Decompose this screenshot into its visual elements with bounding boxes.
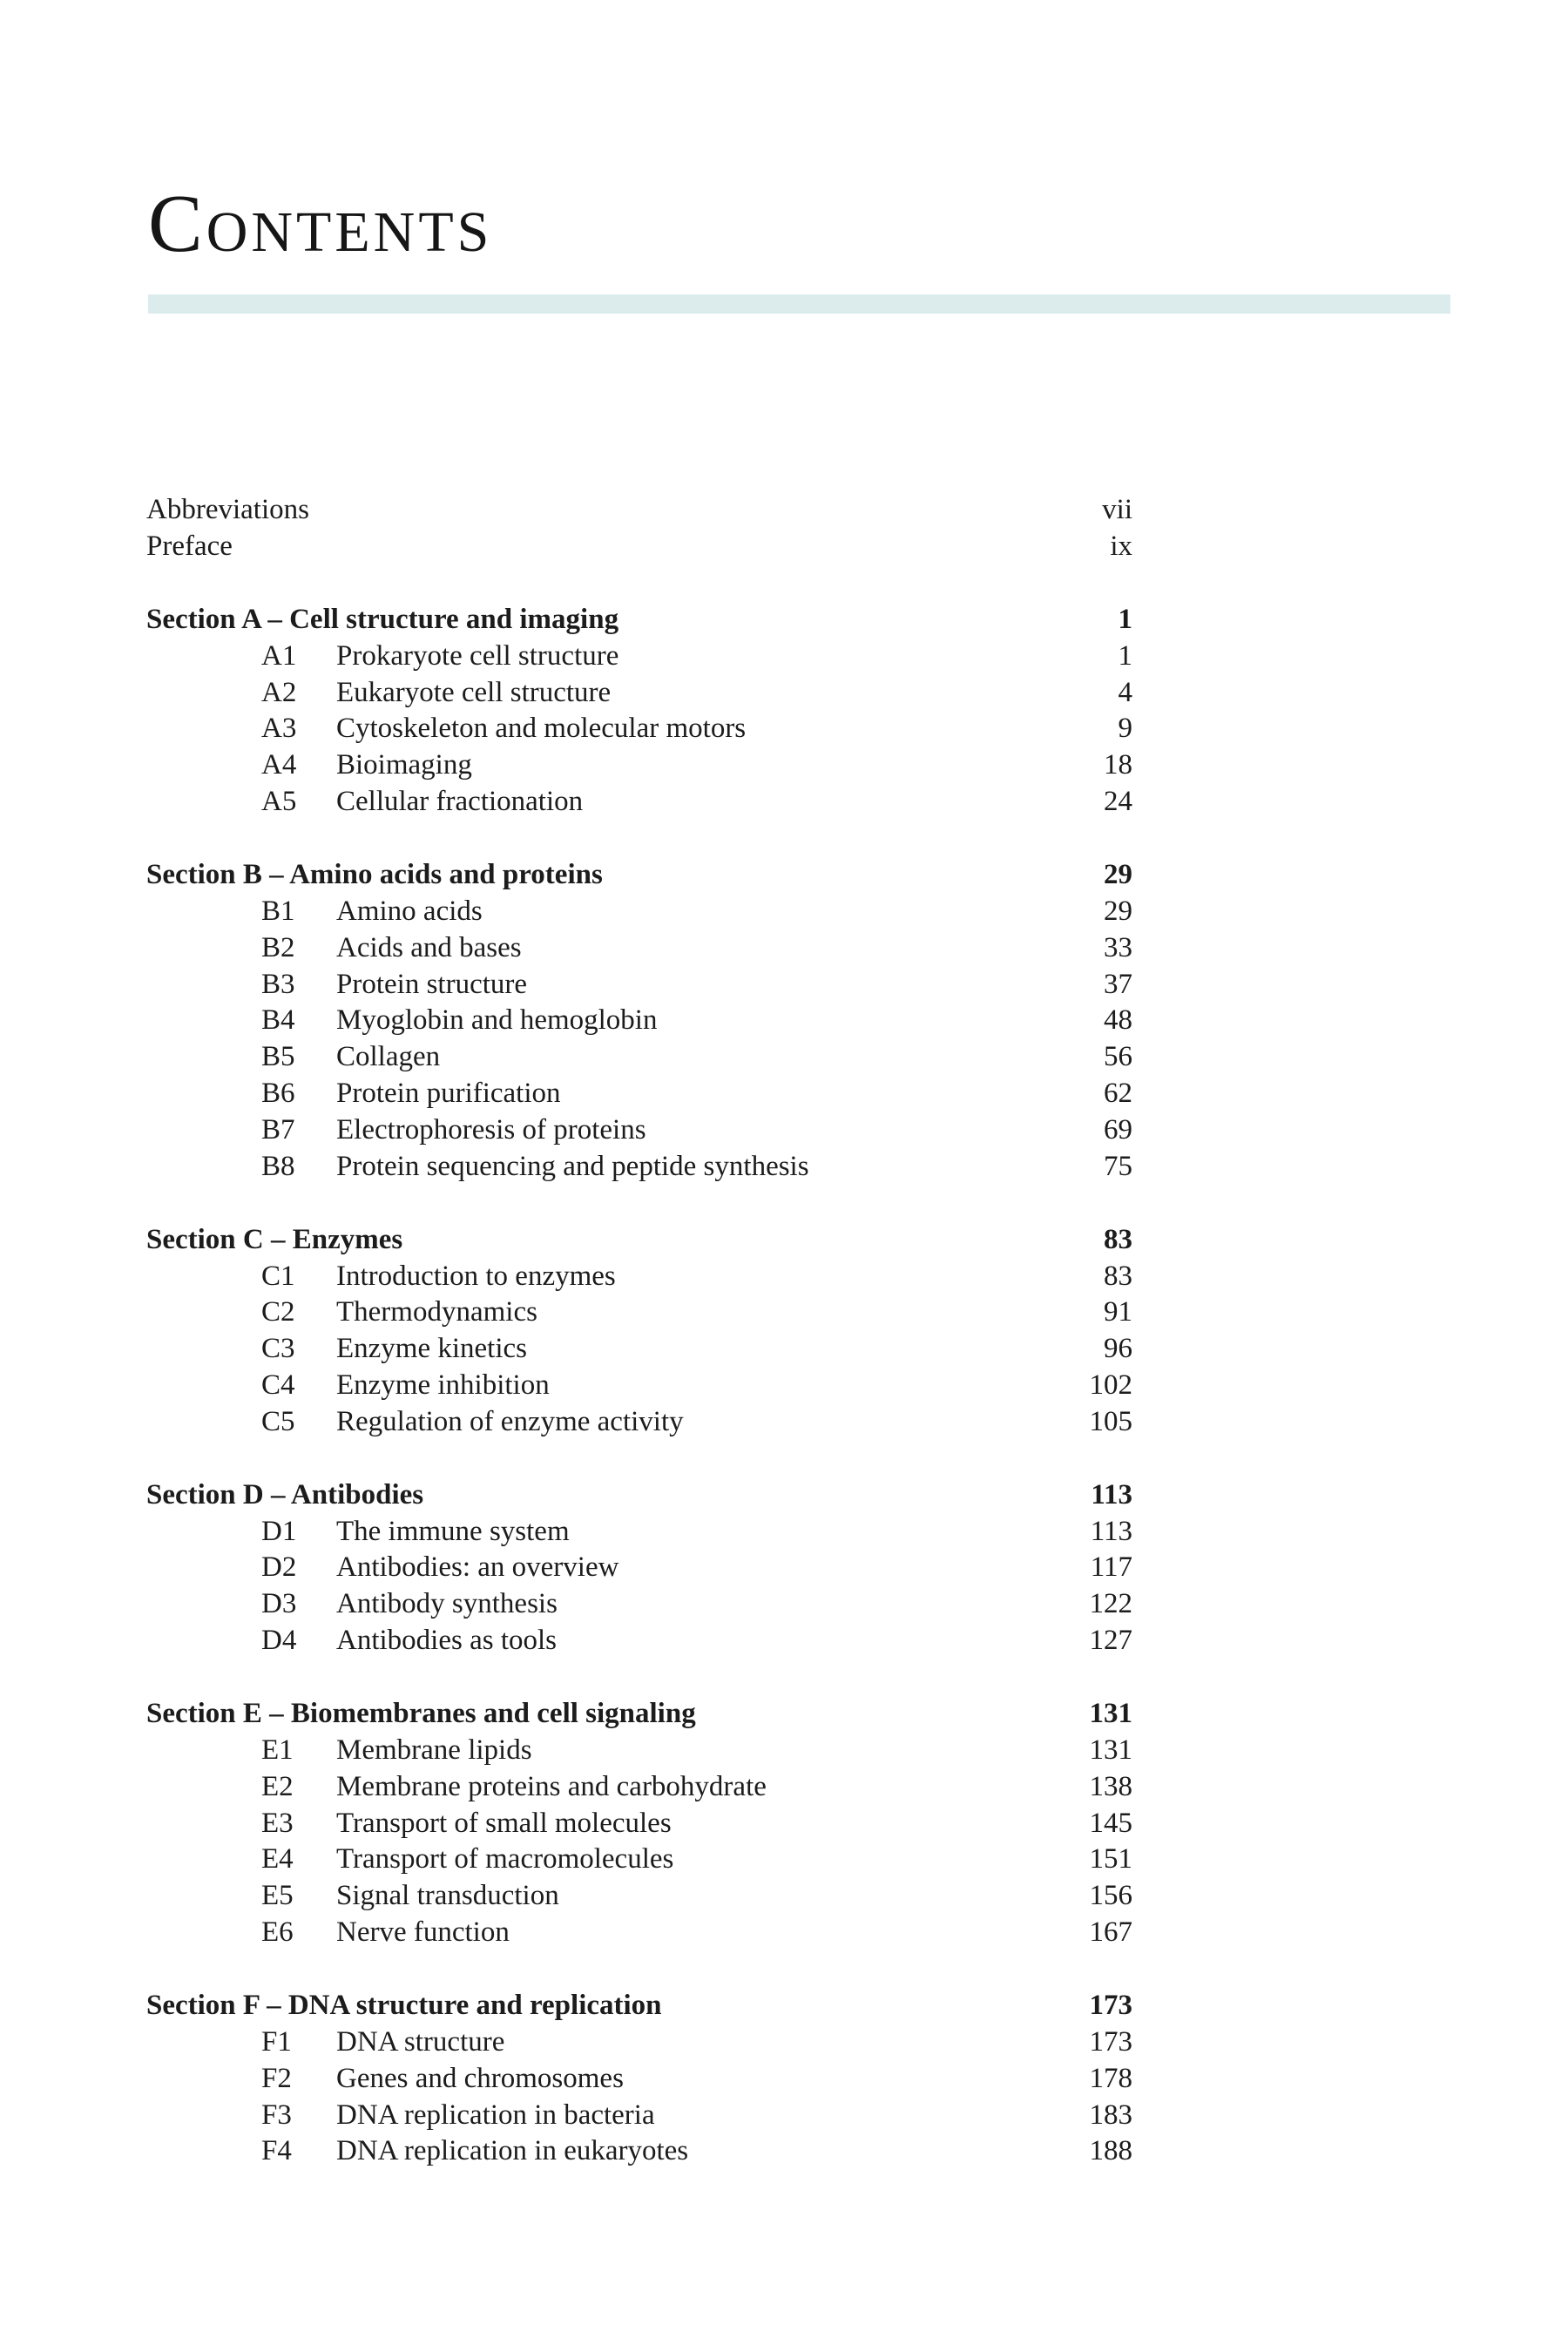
entry-page: 151 xyxy=(1089,1843,1132,1876)
entry-number: E6 xyxy=(261,1916,294,1949)
entry-title: Acids and bases xyxy=(336,931,522,963)
table-of-contents xyxy=(146,492,1132,2170)
entry-page: 33 xyxy=(1104,931,1132,963)
toc-entry[interactable] xyxy=(146,1294,1132,1331)
entry-title: Transport of macromolecules xyxy=(336,1843,674,1876)
entry-page: 138 xyxy=(1089,1770,1132,1802)
entry-title: Membrane lipids xyxy=(336,1734,532,1767)
section-page: 29 xyxy=(1104,859,1132,891)
entry-title: Amino acids xyxy=(336,895,483,927)
entry-number: B1 xyxy=(261,895,295,927)
entry-title: Membrane proteins and carbohydrate xyxy=(336,1770,767,1802)
entry-page: 131 xyxy=(1089,1734,1132,1767)
entry-title: Antibody synthesis xyxy=(336,1588,558,1620)
toc-entry[interactable] xyxy=(146,1806,1132,1842)
entry-title: DNA replication in eukaryotes xyxy=(336,2135,689,2167)
entry-page: 122 xyxy=(1089,1588,1132,1620)
toc-section-heading[interactable] xyxy=(146,857,1132,894)
toc-section-heading[interactable] xyxy=(146,1477,1132,1514)
entry-page: 173 xyxy=(1089,2026,1132,2058)
entry-number: E3 xyxy=(261,1807,294,1839)
entry-page: 156 xyxy=(1089,1880,1132,1912)
entry-number: B6 xyxy=(261,1077,295,1109)
entry-page: 178 xyxy=(1089,2062,1132,2094)
toc-entry[interactable] xyxy=(146,1915,1132,1951)
entry-title: Electrophoresis of proteins xyxy=(336,1113,646,1146)
toc-entry[interactable] xyxy=(146,1550,1132,1586)
section-title: Section A – Cell structure and imaging xyxy=(146,603,619,635)
entry-title: Preface xyxy=(146,530,233,562)
toc-front-entry[interactable] xyxy=(146,492,1132,529)
entry-number: F4 xyxy=(261,2135,292,2167)
entry-number: F1 xyxy=(261,2026,292,2058)
entry-title: Abbreviations xyxy=(146,494,309,525)
toc-entry[interactable] xyxy=(146,1149,1132,1186)
entry-title: Prokaryote cell structure xyxy=(336,639,619,672)
toc-entry[interactable] xyxy=(146,2061,1132,2098)
section-title: Section B – Amino acids and proteins xyxy=(146,859,603,891)
entry-page: 188 xyxy=(1089,2135,1132,2167)
toc-entry[interactable] xyxy=(146,1259,1132,1295)
entry-number: E1 xyxy=(261,1734,294,1767)
entry-number: A4 xyxy=(261,749,297,781)
section-title: Section E – Biomembranes and cell signaling xyxy=(146,1698,696,1730)
entry-number: C1 xyxy=(261,1260,295,1292)
sections-list xyxy=(146,565,1132,2171)
entry-number: C2 xyxy=(261,1296,295,1328)
entry-title: Thermodynamics xyxy=(336,1296,537,1328)
section-page: 131 xyxy=(1089,1698,1132,1730)
section-gap xyxy=(146,1185,1132,1221)
toc-entry[interactable] xyxy=(146,2098,1132,2134)
toc-section-heading[interactable] xyxy=(146,1696,1132,1733)
entry-number: A1 xyxy=(261,639,297,672)
entry-page: 24 xyxy=(1104,785,1132,817)
entry-title: Protein structure xyxy=(336,968,528,1000)
entry-page: 48 xyxy=(1104,1004,1132,1037)
entry-number: F2 xyxy=(261,2062,292,2094)
entry-page: 183 xyxy=(1089,2099,1132,2131)
entry-page: 4 xyxy=(1118,676,1132,708)
entry-number: B5 xyxy=(261,1041,295,1073)
toc-entry[interactable] xyxy=(146,1404,1132,1441)
entry-number: A2 xyxy=(261,676,297,708)
toc-section-heading[interactable] xyxy=(146,1222,1132,1259)
title-rule xyxy=(148,294,1450,314)
toc-front-entry[interactable] xyxy=(146,529,1132,565)
toc-entry[interactable] xyxy=(146,1331,1132,1368)
section-gap xyxy=(146,565,1132,602)
entry-title: Signal transduction xyxy=(336,1880,559,1912)
section-gap xyxy=(146,1659,1132,1696)
entry-title: Protein sequencing and peptide synthesis xyxy=(336,1150,809,1182)
entry-page: 83 xyxy=(1104,1260,1132,1292)
entry-title: Genes and chromosomes xyxy=(336,2062,624,2094)
toc-entry[interactable] xyxy=(146,784,1132,821)
toc-entry[interactable] xyxy=(146,967,1132,1004)
entry-number: F3 xyxy=(261,2099,292,2131)
entry-title: Transport of small molecules xyxy=(336,1807,672,1839)
entry-number: B8 xyxy=(261,1150,295,1182)
entry-number: C5 xyxy=(261,1405,295,1437)
toc-entry[interactable] xyxy=(146,1112,1132,1149)
entry-title: Eukaryote cell structure xyxy=(336,676,612,708)
entry-title: Myoglobin and hemoglobin xyxy=(336,1004,658,1037)
toc-entry[interactable] xyxy=(146,1623,1132,1659)
entry-page: vii xyxy=(1102,494,1132,525)
entry-number: C4 xyxy=(261,1369,295,1401)
toc-entry[interactable] xyxy=(146,1003,1132,1039)
entry-page: 127 xyxy=(1089,1625,1132,1657)
entry-number: D4 xyxy=(261,1625,297,1657)
entry-page: ix xyxy=(1110,530,1132,562)
entry-title: Cellular fractionation xyxy=(336,785,584,817)
entry-title: Collagen xyxy=(336,1041,441,1073)
entry-page: 69 xyxy=(1104,1113,1132,1146)
entry-title: DNA structure xyxy=(336,2026,505,2058)
entry-title: Introduction to enzymes xyxy=(336,1260,616,1292)
entry-title: Bioimaging xyxy=(336,749,472,781)
section-page: 1 xyxy=(1118,603,1132,635)
toc-entry[interactable] xyxy=(146,1039,1132,1076)
entry-page: 75 xyxy=(1104,1150,1132,1182)
entry-title: Nerve function xyxy=(336,1916,510,1949)
entry-number: A3 xyxy=(261,713,297,745)
toc-entry[interactable] xyxy=(146,894,1132,930)
entry-title: Antibodies: an overview xyxy=(336,1551,619,1584)
entry-title: Protein purification xyxy=(336,1077,561,1109)
section-title: Section C – Enzymes xyxy=(146,1223,403,1255)
entry-number: E2 xyxy=(261,1770,294,1802)
section-gap xyxy=(146,1951,1132,1988)
entry-number: D2 xyxy=(261,1551,297,1584)
entry-page: 167 xyxy=(1089,1916,1132,1949)
entry-number: B4 xyxy=(261,1004,295,1037)
section-page: 83 xyxy=(1104,1223,1132,1255)
entry-page: 9 xyxy=(1118,713,1132,745)
section-page: 113 xyxy=(1091,1478,1132,1511)
entry-page: 145 xyxy=(1089,1807,1132,1839)
page-title: Contents xyxy=(148,179,493,269)
toc-entry[interactable] xyxy=(146,711,1132,747)
toc-entry[interactable] xyxy=(146,1368,1132,1404)
toc-entry[interactable] xyxy=(146,2024,1132,2061)
entry-page: 62 xyxy=(1104,1077,1132,1109)
section-title: Section D – Antibodies xyxy=(146,1478,424,1511)
entry-number: A5 xyxy=(261,785,297,817)
toc-entry[interactable] xyxy=(146,1586,1132,1623)
entry-title: Cytoskeleton and molecular motors xyxy=(336,713,747,745)
toc-entry[interactable] xyxy=(146,1076,1132,1112)
entry-page: 37 xyxy=(1104,968,1132,1000)
entry-title: DNA replication in bacteria xyxy=(336,2099,655,2131)
entry-title: Regulation of enzyme activity xyxy=(336,1405,684,1437)
entry-title: The immune system xyxy=(336,1515,570,1547)
entry-page: 56 xyxy=(1104,1041,1132,1073)
entry-title: Enzyme inhibition xyxy=(336,1369,550,1401)
toc-entry[interactable] xyxy=(146,1769,1132,1806)
entry-page: 113 xyxy=(1090,1515,1132,1547)
toc-entry[interactable] xyxy=(146,747,1132,784)
entry-number: D1 xyxy=(261,1515,297,1547)
entry-title: Enzyme kinetics xyxy=(336,1333,528,1365)
section-page: 173 xyxy=(1089,1990,1132,2022)
toc-entry[interactable] xyxy=(146,2133,1132,2170)
entry-page: 18 xyxy=(1104,749,1132,781)
toc-section-heading[interactable] xyxy=(146,1988,1132,2024)
section-gap xyxy=(146,1441,1132,1477)
entry-number: E4 xyxy=(261,1843,294,1876)
entry-page: 117 xyxy=(1090,1551,1132,1584)
entry-page: 29 xyxy=(1104,895,1132,927)
toc-entry[interactable] xyxy=(146,1733,1132,1769)
entry-title: Antibodies as tools xyxy=(336,1625,557,1657)
toc-entry[interactable] xyxy=(146,1878,1132,1915)
section-title: Section F – DNA structure and replication xyxy=(146,1990,662,2022)
entry-number: C3 xyxy=(261,1333,295,1365)
toc-entry[interactable] xyxy=(146,1842,1132,1878)
entry-number: B7 xyxy=(261,1113,295,1146)
toc-entry[interactable] xyxy=(146,1514,1132,1551)
entry-page: 96 xyxy=(1104,1333,1132,1365)
entry-number: B3 xyxy=(261,968,295,1000)
entry-page: 102 xyxy=(1089,1369,1132,1401)
toc-section-heading[interactable] xyxy=(146,602,1132,639)
entry-number: E5 xyxy=(261,1880,294,1912)
entry-page: 1 xyxy=(1118,639,1132,672)
toc-entry[interactable] xyxy=(146,675,1132,712)
entry-number: B2 xyxy=(261,931,295,963)
section-gap xyxy=(146,821,1132,857)
entry-page: 105 xyxy=(1089,1405,1132,1437)
toc-entry[interactable] xyxy=(146,930,1132,967)
entry-number: D3 xyxy=(261,1588,297,1620)
toc-entry[interactable] xyxy=(146,639,1132,675)
entry-page: 91 xyxy=(1104,1296,1132,1328)
